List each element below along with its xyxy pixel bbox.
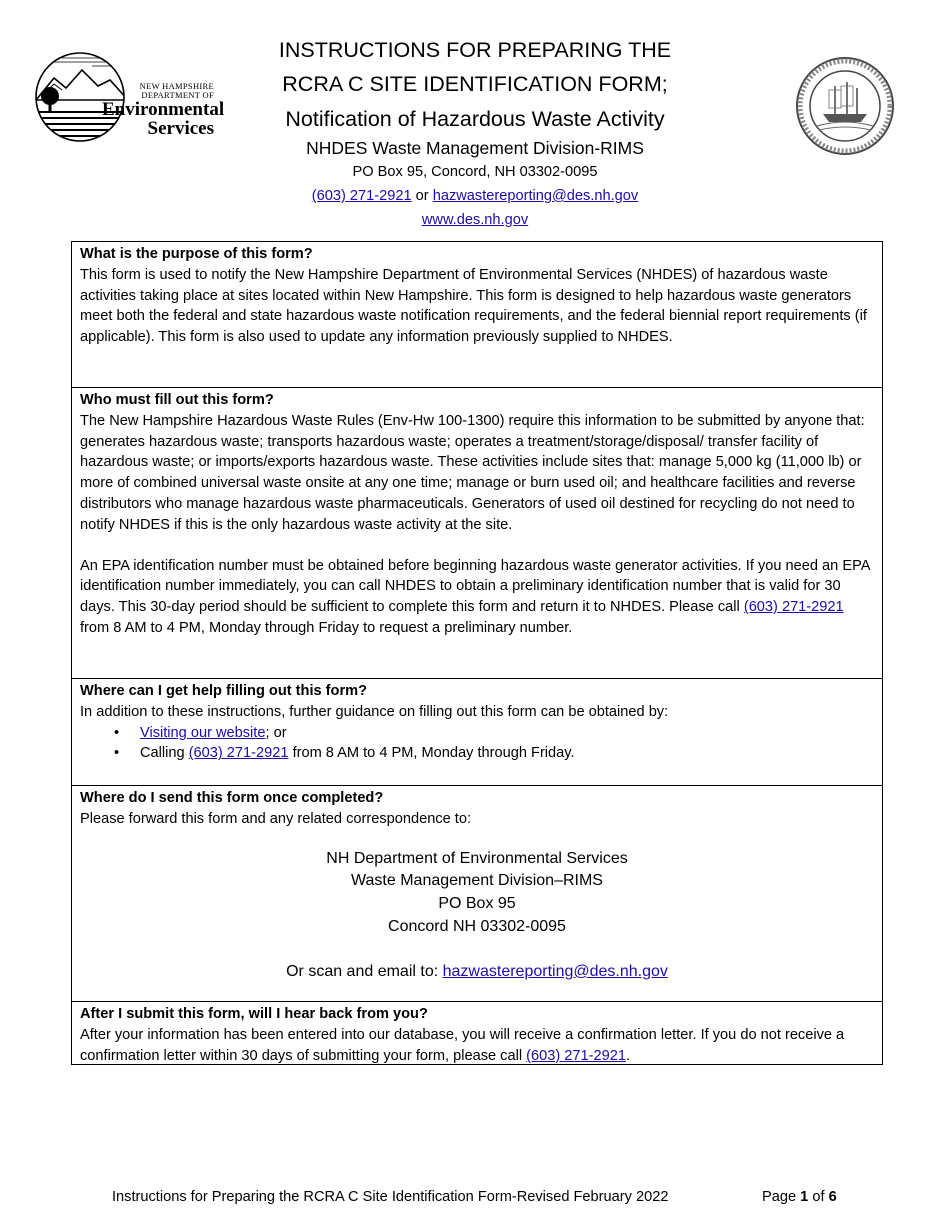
header-phone-link[interactable]: (603) 271-2921 <box>311 188 412 204</box>
help-list-item-website <box>140 723 874 744</box>
after-body <box>80 1025 874 1067</box>
address-line-3: PO Box 95 <box>438 895 516 913</box>
logo-line3: Environmental <box>102 99 225 120</box>
help-intro: In addition to these instructions, further guidance on filling out this form can be obtained by: <box>80 703 669 720</box>
after-question: After I submit this form, will I hear back from you? <box>80 1006 428 1022</box>
after-end: . <box>625 1047 631 1064</box>
contact-line <box>200 184 750 208</box>
nhdes-logo <box>32 52 225 142</box>
purpose-body: This form is used to notify the New Hampshire Department of Environmental Services (NHDES) of hazardous waste activities taking place at sites located within New Hampshire. This form is designed to help hazardous waste generators meet both the federal and state hazardous waste notification requirements, and the federal biennial report requirements (if applicable). This form is also used to update any information previously supplied to NHDES. <box>80 266 867 346</box>
seal-graphic <box>795 56 895 156</box>
help-question: Where can I get help filling out this form? <box>80 683 368 699</box>
page-of: of <box>812 1189 825 1205</box>
logo-line1: NEW HAMPSHIRE <box>139 81 214 91</box>
address-line-4: Concord NH 03302-0095 <box>388 917 566 935</box>
scan-email-line <box>80 961 874 984</box>
section-who <box>72 388 882 679</box>
address-line-1: NH Department of Environmental Services <box>326 849 628 867</box>
logo-line4: Services <box>147 118 214 139</box>
header-website-link[interactable]: www.des.nh.gov <box>421 212 529 228</box>
help-item1-end: ; or <box>265 724 287 741</box>
visit-website-link[interactable]: Visiting our website <box>140 724 266 741</box>
who-body-2-text: An EPA identification number must be obtained before beginning hazardous waste generator activities. If you need an EPA identification number immediately, you can call NHDES to obtain a preliminary identification number that is valid for 30 days. This 30-day period should be sufficient to complete this form and return it to NHDES. Please call <box>80 557 870 616</box>
title-line-3: Notification of Hazardous Waste Activity <box>285 107 665 131</box>
instructions-table <box>71 241 883 1065</box>
document-header <box>200 36 750 232</box>
title-line-2: RCRA C SITE IDENTIFICATION FORM; <box>282 72 668 96</box>
send-question: Where do I send this form once completed? <box>80 790 384 806</box>
or-text: or <box>415 188 429 204</box>
current-page: 1 <box>800 1189 809 1205</box>
page-number <box>762 1187 837 1208</box>
purpose-question: What is the purpose of this form? <box>80 246 313 262</box>
address-line-2: Waste Management Division–RIMS <box>351 872 603 890</box>
send-email-link[interactable]: hazwastereporting@des.nh.gov <box>442 962 668 980</box>
help-item2-end: from 8 AM to 4 PM, Monday through Friday. <box>292 745 575 762</box>
logo-text <box>102 81 225 139</box>
help-phone-link[interactable]: (603) 271-2921 <box>188 745 289 762</box>
website-line <box>200 208 750 232</box>
header-email-link[interactable]: hazwastereporting@des.nh.gov <box>432 188 639 204</box>
help-list <box>80 723 874 765</box>
division-name: NHDES Waste Management Division-RIMS <box>306 138 644 158</box>
after-body-text: After your information has been entered into our database, you will receive a confirmation letter. If you do not receive a confirmation letter within 30 days of submitting your form, please call <box>80 1026 845 1064</box>
section-send <box>72 786 882 1002</box>
who-question: Who must fill out this form? <box>80 392 274 408</box>
mailing-address-block <box>80 848 874 984</box>
section-after <box>72 1002 882 1065</box>
send-intro: Please forward this form and any related correspondence to: <box>80 810 472 827</box>
who-phone-link[interactable]: (603) 271-2921 <box>743 599 844 616</box>
help-list-item-call <box>140 743 874 764</box>
total-pages: 6 <box>828 1189 837 1205</box>
page-label: Page <box>762 1189 797 1205</box>
scan-text: Or scan and email to: <box>286 962 439 980</box>
footer-text: Instructions for Preparing the RCRA C Site Identification Form-Revised February 2022 <box>112 1189 669 1205</box>
logo-line2: DEPARTMENT OF <box>141 90 214 100</box>
section-purpose <box>72 242 882 388</box>
state-seal <box>795 56 895 156</box>
who-body-2 <box>80 556 874 639</box>
title-line-1: INSTRUCTIONS FOR PREPARING THE <box>278 38 672 62</box>
help-item2-start: Calling <box>140 745 185 762</box>
mailing-address: PO Box 95, Concord, NH 03302-0095 <box>352 164 598 180</box>
who-body-1: The New Hampshire Hazardous Waste Rules (Env-Hw 100-1300) require this information to be submitted by anyone that: generates hazardous waste; transports hazardous waste; operates a treatment/storage/disposal/ transfer facility of hazardous waste; or imports/exports hazardous waste. These activities include sites that: manage 5,000 kg (11,000 lb) or more of combined universal waste onsite at any one time; manage or burn used oil; and healthcare facilities and reverse distributors who manage hazardous waste pharmaceuticals. Generators of used oil destined for recycling do not need to notify NHDES if this is the only hazardous waste activity at the site. <box>80 412 865 533</box>
who-body-2-end: from 8 AM to 4 PM, Monday through Friday to request a preliminary number. <box>80 619 573 636</box>
section-help <box>72 679 882 786</box>
after-phone-link[interactable]: (603) 271-2921 <box>526 1047 626 1064</box>
